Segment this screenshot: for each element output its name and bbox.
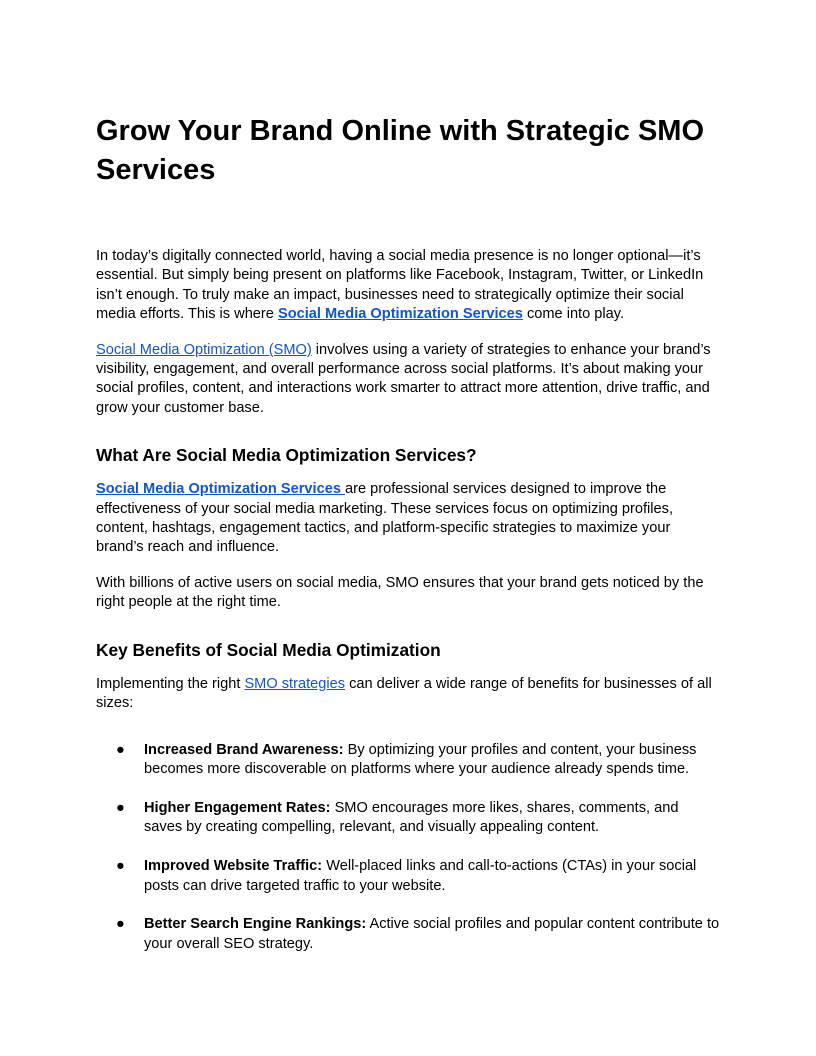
section2-paragraph-1: [96, 675, 720, 714]
intro-text-2: involves using a variety of strategies to enhance your brand’s visibility, engagement, and overall performance across social platforms. It’s about making your social profiles, content, and interactions work smarter to attract more attention, drive traffic, and grow your customer base.: [96, 341, 711, 416]
section1-paragraph-1: [96, 480, 720, 558]
smo-services-link[interactable]: Social Media Optimization Services: [277, 306, 523, 323]
benefit-label: Higher Engagement Rates:: [144, 799, 331, 816]
section2-text-after: can deliver a wide range of benefits for businesses of all sizes:: [96, 675, 712, 712]
benefit-text: SMO encourages more likes, shares, comments, and saves by creating compelling, relevant, and visually appealing content.: [144, 799, 679, 836]
document-page: [96, 112, 720, 974]
bullet-icon: ●: [116, 916, 125, 933]
benefit-label: Improved Website Traffic:: [144, 858, 323, 875]
benefits-list: [96, 741, 720, 955]
section-heading-what-are: What Are Social Media Optimization Services?: [96, 445, 477, 466]
list-item: [96, 799, 720, 838]
smo-strategies-link[interactable]: SMO strategies: [244, 675, 346, 692]
smo-services-link-2[interactable]: Social Media Optimization Services: [96, 481, 345, 498]
benefit-text: By optimizing your profiles and content, your business becomes more discoverable on platforms where your audience already spends time.: [144, 741, 697, 777]
list-item: [96, 915, 720, 954]
list-item: [96, 857, 720, 896]
intro-text-1: In today’s digitally connected world, having a social media presence is no longer optional—it’s essential. But simply being present on platforms like Facebook, Instagram, Twitter, or LinkedIn isn’t enough. To truly make an impact, businesses need to strategically optimize their social media efforts. This is where: [96, 248, 704, 323]
list-item: [96, 741, 720, 780]
section1-paragraph-2: With billions of active users on social media, SMO ensures that your brand gets noticed by the right people at the right time.: [96, 574, 704, 611]
bullet-icon: ●: [116, 799, 125, 816]
benefit-label: Increased Brand Awareness:: [144, 741, 344, 758]
section-heading-key-benefits: Key Benefits of Social Media Optimization: [96, 639, 441, 660]
bullet-icon: ●: [116, 741, 125, 758]
bullet-icon: ●: [116, 858, 125, 875]
intro-paragraph-2: [96, 341, 720, 419]
section2-text-before: Implementing the right: [96, 675, 245, 692]
benefit-text: Well-placed links and call-to-actions (CTAs) in your social posts can drive targeted traffic to your website.: [144, 858, 697, 894]
section1-text-1: are professional services designed to improve the effectiveness of your social media marketing. These services focus on optimizing profiles, content, hashtags, engagement tactics, and platform-specific strategies to maximize your brand’s reach and influence.: [96, 481, 673, 556]
intro-text-1-end: come into play.: [522, 306, 625, 323]
page-title: Grow Your Brand Online with Strategic SMO Services: [96, 115, 704, 186]
benefit-text: Active social profiles and popular content contribute to your overall SEO strategy.: [144, 916, 720, 952]
intro-paragraph-1: [96, 247, 720, 325]
benefit-label: Better Search Engine Rankings:: [144, 916, 367, 933]
smo-definition-link[interactable]: Social Media Optimization (SMO): [96, 341, 312, 358]
